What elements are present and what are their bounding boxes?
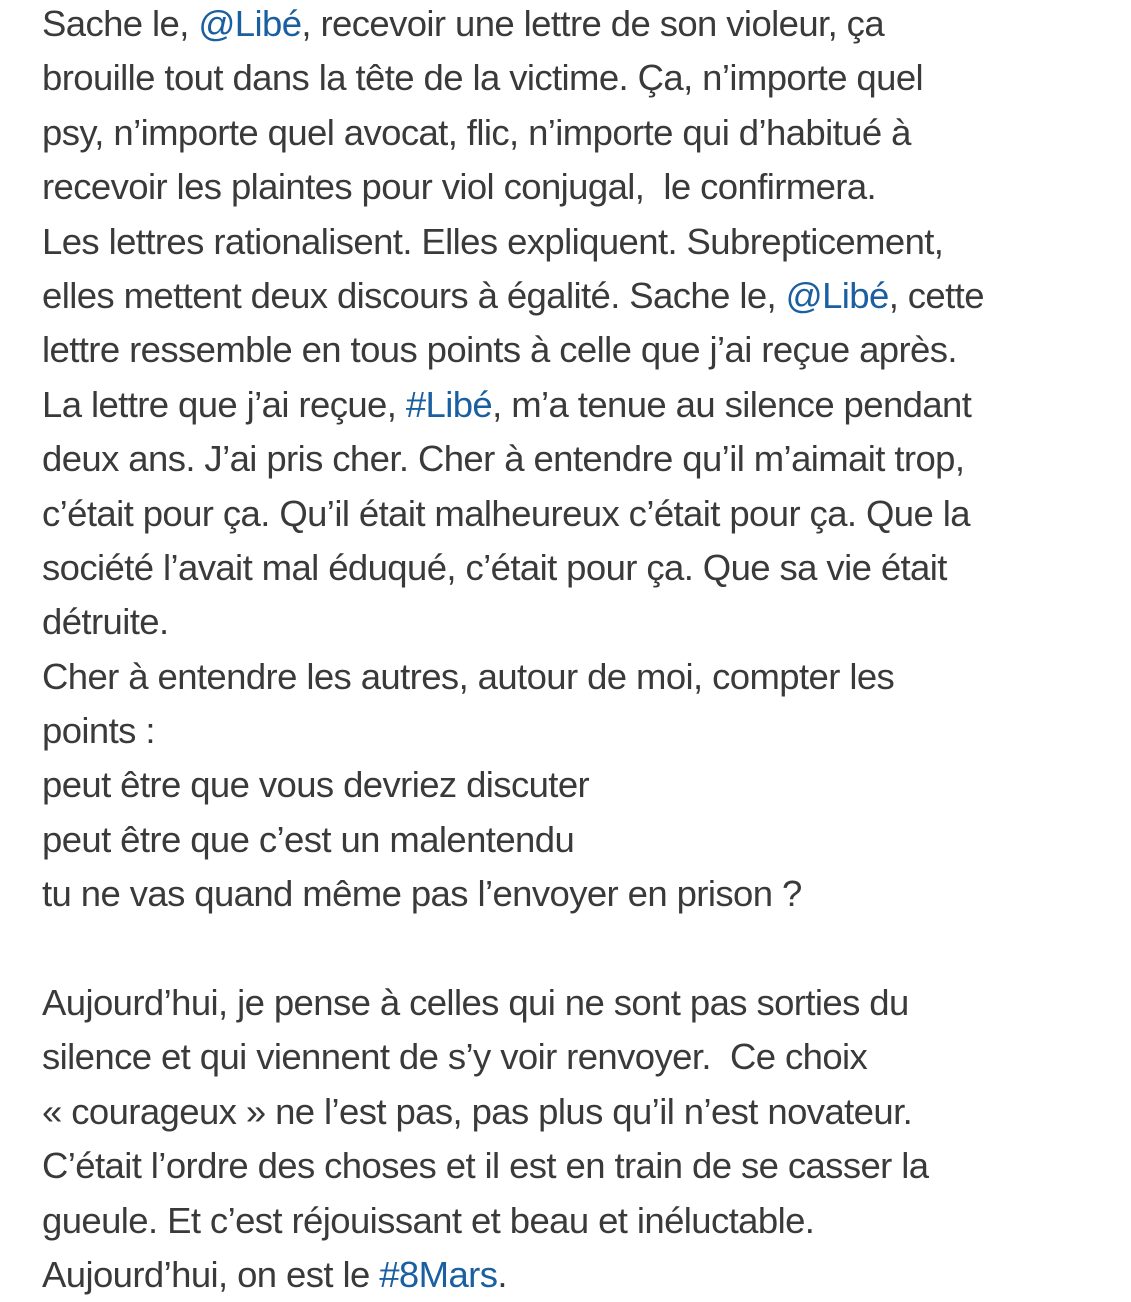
text-segment: peut être que c’est un malentendu [42,818,575,860]
text-line [42,758,1117,812]
text-line [42,51,1117,105]
text-segment: , m’a tenue au silence pendant [492,383,972,425]
text-segment: détruite. [42,601,169,643]
text-segment: points : [42,710,155,752]
text-line [42,867,1117,921]
mention-link[interactable]: @Libé [198,3,302,44]
text-line [42,432,1117,486]
text-segment: psy, n’importe quel avocat, flic, n’importe qui d’habitué à [42,111,911,153]
text-segment: Sache le, [42,3,199,44]
text-line [42,1194,1117,1248]
text-segment: tu ne vas quand même pas l’envoyer en prison ? [42,873,802,915]
text-segment: brouille tout dans la tête de la victime. Ça, n’importe quel [42,57,924,99]
text-line [42,813,1117,867]
hashtag-link[interactable]: #8Mars [379,1253,498,1295]
hashtag-link[interactable]: #Libé [405,383,493,425]
text-line [42,323,1117,377]
text-segment: , cette [888,274,984,316]
text-segment: recevoir les plaintes pour viol conjugal, le confirmera. [42,166,877,208]
text-line [42,1139,1117,1193]
text-segment: , recevoir une lettre de son violeur, ça [301,3,885,44]
text-line [42,541,1117,595]
mention-link[interactable]: @Libé [785,274,889,316]
text-line [42,976,1117,1030]
text-line [42,650,1117,704]
text-segment: gueule. Et c’est réjouissant et beau et inéluctable. [42,1199,815,1241]
text-segment: Aujourd’hui, je pense à celles qui ne sont pas sorties du [42,982,909,1024]
text-segment: La lettre que j’ai reçue, [42,383,406,425]
text-line [42,595,1117,649]
text-segment: Aujourd’hui, on est le [42,1253,380,1295]
text-line [42,160,1117,214]
text-segment: société l’avait mal éduqué, c’était pour ça. Que sa vie était [42,546,947,588]
text-line [42,1030,1117,1084]
text-segment: « courageux » ne l’est pas, pas plus qu’il n’est novateur. [42,1090,913,1132]
post-body [42,0,1117,1302]
text-segment: c’était pour ça. Qu’il était malheureux c’était pour ça. Que la [42,492,970,534]
text-line [42,215,1117,269]
text-line [42,269,1117,323]
blank-line [42,922,1117,976]
text-line [42,1248,1117,1302]
text-segment: C’était l’ordre des choses et il est en train de se casser la [42,1145,929,1187]
text-segment: silence et qui viennent de s’y voir renvoyer. Ce choix [42,1036,868,1078]
text-line [42,1085,1117,1139]
text-line [42,106,1117,160]
text-segment: peut être que vous devriez discuter [42,764,590,806]
text-segment: Les lettres rationalisent. Elles expliquent. Subrepticement, [42,220,944,262]
text-segment: Cher à entendre les autres, autour de moi, compter les [42,655,895,697]
text-segment: . [497,1253,507,1295]
text-line [42,378,1117,432]
text-segment: deux ans. J’ai pris cher. Cher à entendre qu’il m’aimait trop, [42,438,965,480]
text-line [42,487,1117,541]
text-line [42,0,1117,51]
text-line [42,704,1117,758]
text-segment: lettre ressemble en tous points à celle que j’ai reçue après. [42,329,957,371]
text-segment: elles mettent deux discours à égalité. Sache le, [42,274,786,316]
